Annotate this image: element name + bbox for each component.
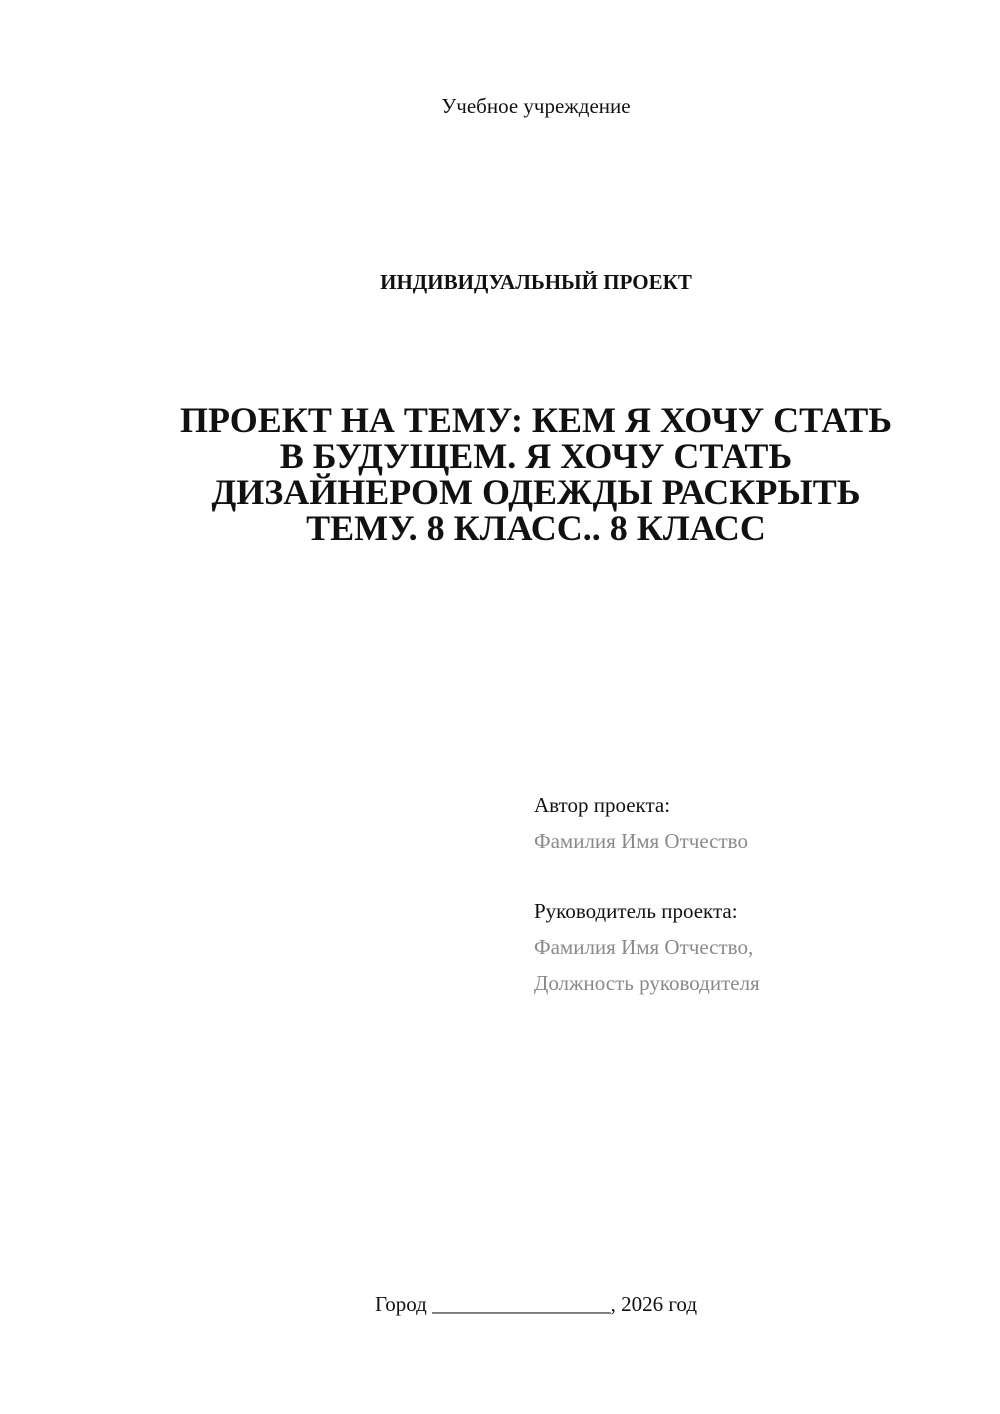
supervisor-label: Руководитель проекта: xyxy=(534,899,738,923)
city-label: Город xyxy=(374,1292,427,1316)
author-label: Автор проекта: xyxy=(534,793,671,817)
year-text: , 2026 год xyxy=(610,1292,698,1316)
project-title-line: В БУДУЩЕМ. Я ХОЧУ СТАТЬ xyxy=(279,436,793,476)
project-title-line: ТЕМУ. 8 КЛАСС.. 8 КЛАСС xyxy=(306,508,766,548)
supervisor-name: Фамилия Имя Отчество, xyxy=(534,935,754,959)
supervisor-position: Должность руководителя xyxy=(534,971,760,995)
author-block xyxy=(534,787,934,859)
project-title-line: ПРОЕКТ НА ТЕМУ: КЕМ Я ХОЧУ СТАТЬ xyxy=(179,400,893,440)
city-blank: _________________ xyxy=(432,1292,611,1316)
author-name: Фамилия Имя Отчество xyxy=(534,829,748,853)
city-year-line xyxy=(0,1290,1000,1318)
supervisor-block xyxy=(534,893,934,1001)
institution-name: Учебное учреждение xyxy=(441,94,631,118)
project-type-heading: ИНДИВИДУАЛЬНЫЙ ПРОЕКТ xyxy=(380,270,692,294)
project-title xyxy=(150,402,922,546)
project-title-line: ДИЗАЙНЕРОМ ОДЕЖДЫ РАСКРЫТЬ xyxy=(211,472,861,512)
